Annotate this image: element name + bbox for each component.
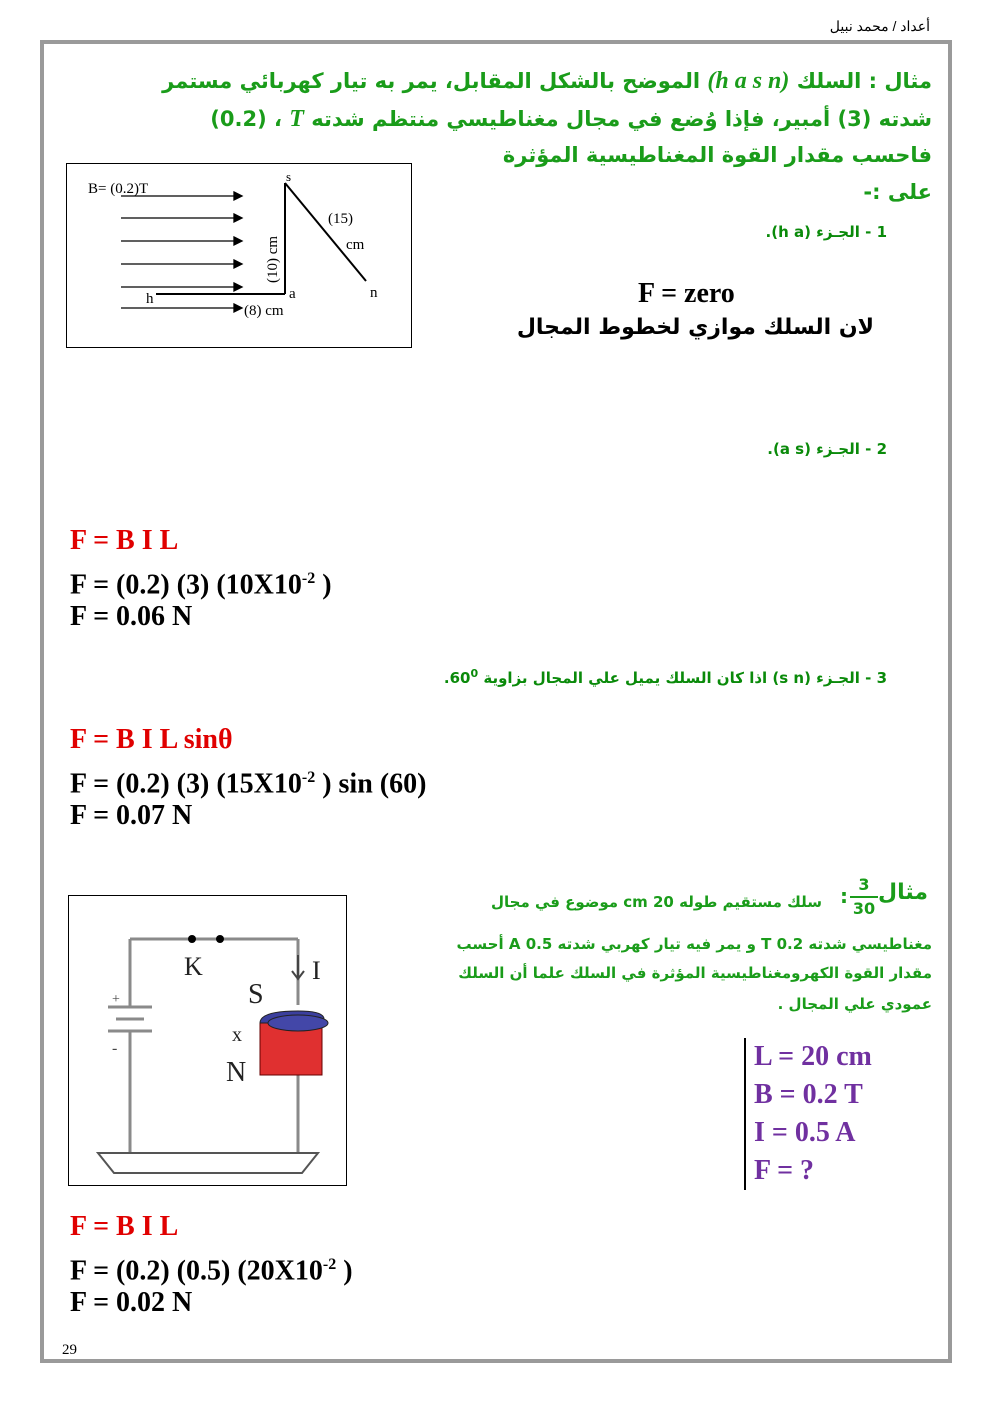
given-length: L = 20 cm xyxy=(754,1041,872,1072)
example2-line2: مغناطيسي شدته 0.2 T و يمر فيه تيار كهربي شدته 0.5 A أحسب xyxy=(456,935,932,953)
current-label: I xyxy=(312,956,321,985)
magnet-north-label: N xyxy=(226,1057,247,1088)
given-force: F = ? xyxy=(754,1155,815,1186)
fraction-denominator: 30 xyxy=(852,899,876,918)
example2-line4: عمودي علي المجال . xyxy=(777,995,932,1013)
frame-bottom xyxy=(40,1359,952,1363)
switch-contact-right xyxy=(216,935,224,943)
frame-left xyxy=(40,40,44,1363)
example2-fraction xyxy=(850,874,878,920)
part3-substitution: F = (0.2) (3) ($15X10^{-2}$ ) sin (60) xyxy=(70,768,427,800)
fraction-numerator: 3 xyxy=(850,874,878,898)
wire-cross-label: x xyxy=(232,1024,242,1046)
example1-line2: شدته (3) أمبير، فإذا وُضع في مجال مغناطيسي منتظم شدته T (0.2) ، xyxy=(210,106,932,132)
label-a: a xyxy=(289,286,296,302)
example2-line1: سلك مستقيم طوله 20 cm موضوع في مجال xyxy=(490,893,822,911)
label-h: h xyxy=(146,291,154,307)
example2-colon: : xyxy=(840,884,848,908)
switch-label: K xyxy=(184,952,203,981)
part3-formula: F = B I L sinθ xyxy=(70,724,233,755)
given-current: I = 0.5 A xyxy=(754,1117,856,1148)
label-n: n xyxy=(370,285,378,301)
page-number: 29 xyxy=(62,1342,77,1358)
frame-top xyxy=(40,40,952,44)
len-as: (10) cm xyxy=(265,235,281,283)
magnet-south-label: S xyxy=(248,979,264,1010)
example2-line3: مقدار القوة الكهرومغناطيسية المؤثرة في السلك علما أن السلك xyxy=(458,964,932,982)
author-header: أعداد / محمد نبيل xyxy=(829,18,930,34)
circuit-figure xyxy=(68,895,348,1187)
part2-substitution: F = (0.2) (3) ($10X10^{-2}$ ) xyxy=(70,569,332,601)
example1-line3: فاحسب مقدار القوة المغناطيسية المؤثرة xyxy=(502,143,932,167)
battery-plus: + xyxy=(112,992,120,1007)
battery-minus: - xyxy=(112,1040,118,1057)
given-divider xyxy=(744,1038,746,1190)
part2-label: 2 - الجـزء (a s). xyxy=(767,440,887,458)
len-sn: (15) xyxy=(328,211,353,227)
part3-label: 3 - الجـزء (s n) اذا كان السلك يميل علي المجال بزاوية $60^0$. xyxy=(443,667,887,687)
switch-contact-left xyxy=(188,935,196,943)
frame-right xyxy=(948,40,952,1363)
example2-substitution: F = (0.2) (0.5) ($20X10^{-2}$ ) xyxy=(70,1255,353,1287)
given-field: B = 0.2 T xyxy=(754,1079,863,1110)
part1-equation: F = zero xyxy=(638,278,735,309)
part1-label: 1 - الجـزء (h a). xyxy=(765,223,887,241)
part1-reason: لان السلك موازي لخطوط المجال xyxy=(516,315,874,340)
example2-result: F = 0.02 N xyxy=(70,1287,193,1318)
label-s: s xyxy=(286,169,292,184)
part2-result: F = 0.06 N xyxy=(70,601,193,632)
example2-formula: F = B I L xyxy=(70,1211,179,1242)
len-sn-unit: cm xyxy=(346,237,365,253)
len-ha: (8) cm xyxy=(244,303,284,319)
field-label: B= (0.2)T xyxy=(88,181,149,197)
magnet xyxy=(260,1011,328,1075)
example1-line4: على :- xyxy=(863,180,932,204)
wire-field-figure xyxy=(66,163,412,348)
base-stand xyxy=(98,1153,318,1173)
part3-result: F = 0.07 N xyxy=(70,800,193,831)
example1-line1: مثال : السلك (h a s n) الموضح بالشكل المقابل، يمر به تيار كهربائي مستمر xyxy=(162,68,932,94)
example2-title: مثال xyxy=(878,880,928,905)
part2-formula: F = B I L xyxy=(70,525,179,556)
